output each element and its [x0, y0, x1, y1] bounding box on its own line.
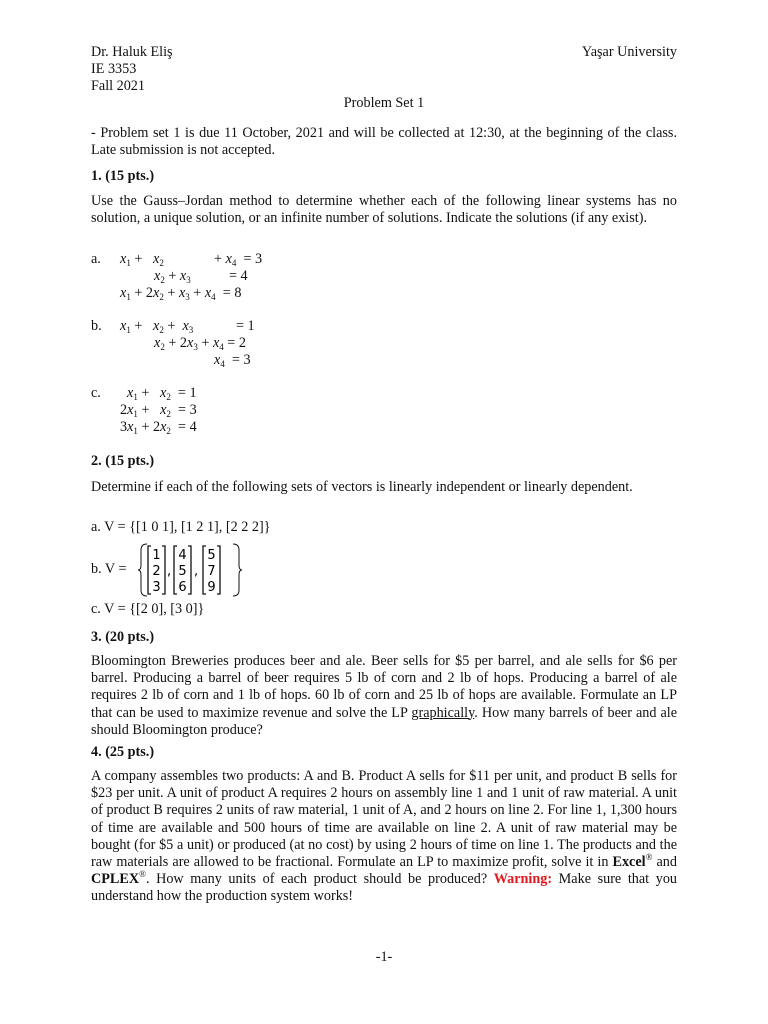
question-1-heading: 1. (15 pts.) [91, 168, 155, 184]
vector-1-entry-1: 1 [152, 548, 161, 563]
graphically-emphasis: graphically [411, 704, 475, 721]
university-name: Yaşar University [581, 44, 677, 60]
cplex-registered-mark: ® [139, 869, 146, 880]
vector-1-entry-2: 2 [152, 564, 161, 579]
due-date-notice: - Problem set 1 is due 11 October, 2021 and will be collected at 12:30, at the beginning of the class. Late submission is not accepted. [91, 125, 677, 159]
question-4-heading: 4. (25 pts.) [91, 744, 155, 760]
page-title: Problem Set 1 [343, 95, 425, 111]
vector-3-entry-2: 7 [207, 564, 216, 579]
question-4-text-main: A company assembles two products: A and B. Product A sells for $11 per unit, and product B sells for $23 per unit. A unit of product A requires 2 hours on assembly line 1 and 1 unit of raw material. A unit of product B requires 2 units of raw material, 1 unit of A, and 2 hours on line 2. For line 1, 1,300 hours of time are available and 500 hours of time are available on line 2. A unit of raw material may be bought (for $5 a unit) or produced (at no cost) by using 2 hours of time on line 1. The products and the raw materials are allowed to be fractional. Formulate an LP to maximize profit, solve it in [91, 768, 677, 871]
svg-text:,: , [194, 564, 199, 579]
vector-set-a: a. V = {[1 0 1], [1 2 1], [2 2 2]} [91, 519, 271, 535]
author-name: Dr. Haluk Eliş [91, 44, 173, 60]
system-b-label: b. [91, 318, 102, 334]
vector-2-entry-1: 4 [178, 548, 187, 563]
vector-2-entry-2: 5 [178, 564, 187, 579]
question-3-heading: 3. (20 pts.) [91, 629, 155, 645]
question-3-text-main: Bloomington Breweries produces beer and ale. Beer sells for $5 per barrel, and ale sells for $6 per barrel. Producing a barrel of beer requires 5 lb of corn and 2 lb of hops. Producing a barrel of ale requires 2 lb of corn and 1 lb of hops. 60 lb of corn and 25 lb of hops are available. Formulate an LP that can be used to maximize revenue and solve the LP [91, 653, 677, 721]
question-4-text [91, 768, 677, 906]
course-code: IE 3353 [91, 61, 137, 77]
excel-label: Excel [612, 854, 646, 871]
vector-2-entry-3: 6 [178, 580, 187, 595]
question-4-question: . How many units of each product should be produced? [145, 871, 494, 888]
vector-set-c: c. V = {[2 0], [3 0]} [91, 601, 205, 617]
question-3-text-end: . How many barrels of beer and ale should Bloomington produce? [91, 704, 677, 738]
warning-text: Make sure that you understand how the production system works! [91, 871, 678, 905]
excel-registered-mark: ® [645, 852, 653, 863]
vector-3-entry-3: 9 [207, 580, 216, 595]
question-2-text: Determine if each of the following sets of vectors is linearly independent or linearly dependent. [91, 479, 633, 495]
and-text: and [652, 854, 677, 871]
svg-text:,: , [167, 564, 172, 579]
vector-1-entry-3: 3 [152, 580, 161, 595]
vector-set-b-label: b. V = [91, 561, 127, 577]
page-number: -1- [375, 949, 393, 965]
term: Fall 2021 [91, 78, 145, 94]
document-page: Dr. Haluk Eliş Yaşar University IE 3353 Fall 2021 Problem Set 1 - Problem set 1 is due 11 October, 2021 and will be collected at 12:30, at the beginning of the class. Late submission is not accepted. 1. (15 pts.) Use the Gauss–Jordan method to determine whether each of the following linear systems has no solution, a unique solution, or an infinite number of solutions. Indicate the solutions (if any exist). a. $x_1 + x_2$ + $x_4 = 3$ $x_2 + x_3$ = 4 $x_1 + 2x_2 + x_3 + x_4 = 8$ b. $x_1 + x_2 + x_3$ = 1 $x_2 + 2x_3 + x_4 = 2$ $x_4 = 3$ c. $x_1 + x_2 = 1$ $2x_1 + x_2 = 3$ $3x_1 + 2x_2 = 4$ 2. (15 pts.) Determine if each of the following sets of vectors is linearly independent or linearly dependent. a. V = {[1 0 1], [1 2 1], [2 2 2]} b. V = , , 1 2 3 4 5 6 5 7 9 c. V = {[2 0], [3 0]} 3. (20 pts.) Bloomington Breweries produces beer and ale. Beer sells for $5 per barrel, and ale sells for $6 per barrel. Producing a barrel of beer requires 5 lb of corn and 2 lb of hops. Producing a barrel of ale requires 2 lb of corn and 1 lb of hops. 60 lb of corn and 25 lb of hops are available. Formulate an LP that can be used to maximize revenue and solve the LP graphically. How many barrels of beer and ale should Bloomington produce? 4. (25 pts.) A company assembles two products: A and B. Product A sells for $11 per unit, and product B sells for $23 per unit. A unit of product A requires 2 hours on assembly line 1 and 1 unit of raw material. A unit of product B requires 2 units of raw material, 1 unit of A, and 2 hours on line 2. For line 1, 1,300 hours of time are available and 500 hours of time are available on line 2. A unit of raw material may be bought (for $5 a unit) or produced (at no cost) by using 2 hours of time on line 1. The products and the raw materials are allowed to be fractional. Formulate an LP to maximize profit, solve it in Excel® and CPLEX®. How many units of each product should be produced? Warning: Make sure that you understand how the production system works! -1- [0, 0, 768, 1024]
system-a-label: a. [91, 251, 101, 267]
warning-label: Warning: [493, 871, 553, 888]
question-1-text: Use the Gauss–Jordan method to determine whether each of the following linear systems has no solution, a unique solution, or an infinite number of solutions. Indicate the solutions (if any exist). [91, 193, 677, 227]
system-c-label: c. [91, 385, 101, 401]
vector-set-b [138, 543, 242, 602]
question-2-heading: 2. (15 pts.) [91, 453, 155, 469]
cplex-label: CPLEX [91, 871, 140, 888]
question-3-text [91, 653, 677, 739]
vector-3-entry-1: 5 [207, 548, 216, 563]
